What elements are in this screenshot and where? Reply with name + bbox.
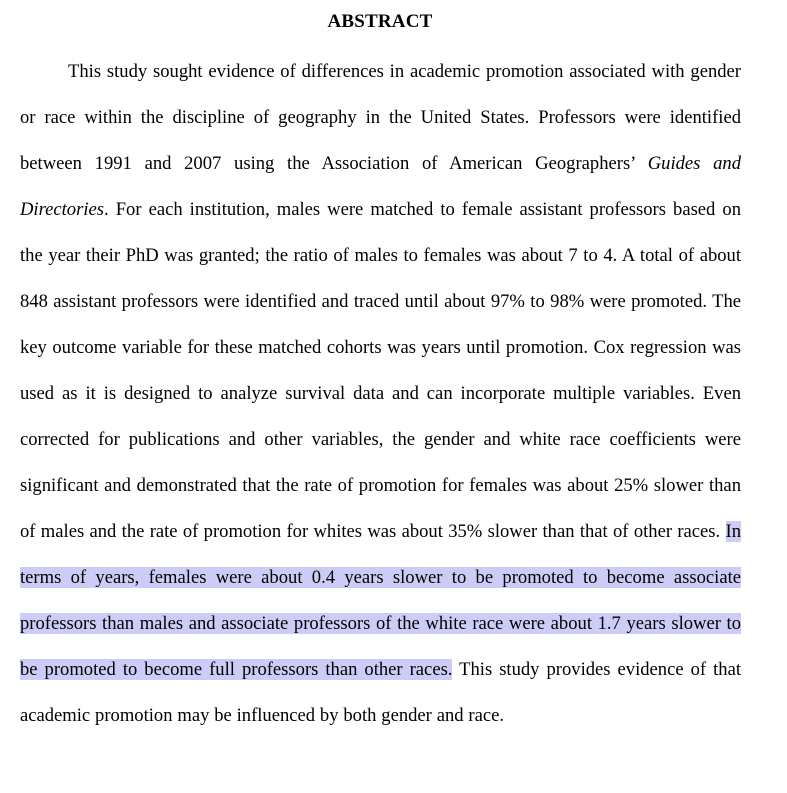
italic-publication-title: Guides and Directories xyxy=(20,153,742,220)
abstract-text-part1: This study sought evidence of differences in academic promotion associated with gender or race within the discipline of geography in the United States. Professors were identified between 1991 and 2007 using the Association of American Geographers’ xyxy=(20,61,741,174)
abstract-text-part2: . For each institution, males were matched to female assistant professors based on the year their PhD was granted; the ratio of males to females was about 7 to 4. A total of about 848 assistant professors were identified and traced until about 97% to 98% were promoted. The key outcome variable for these matched cohorts was years until promotion. Cox regression was used as it is designed to analyze survival data and can incorporate multiple variables. Even corrected for publications and other variables, the gender and white race coefficients were significant and demonstrated that the rate of promotion for females was about 25% slower than of males and the rate of promotion for whites was about 35% slower than that of other races. xyxy=(20,199,741,542)
selected-text-highlight[interactable]: In terms of years, females were about 0.4 years slower to be promoted to become associate professors than males and associate professors of the white race were about 1.7 years slower to be promoted to become full professors than other races. xyxy=(20,521,741,680)
abstract-heading: ABSTRACT xyxy=(327,11,433,32)
abstract-paragraph xyxy=(20,49,741,739)
abstract-text-part3: This study provides evidence of that academic promotion may be influenced by both gender and race. xyxy=(20,659,741,726)
